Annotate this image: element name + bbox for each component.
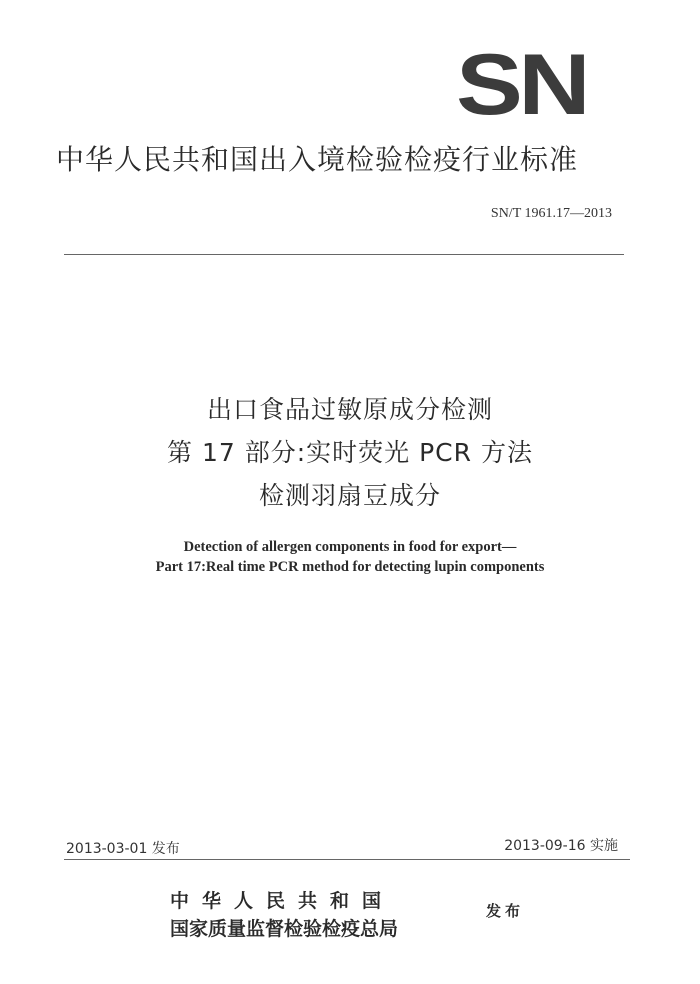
- bottom-divider: [64, 859, 630, 860]
- publisher-line-1: 中华人民共和国: [170, 890, 395, 912]
- chinese-title-line-3: 检测羽扇豆成分: [258, 481, 441, 510]
- issuing-agency-title: 中华人民共和国出入境检验检疫行业标准: [56, 143, 579, 176]
- english-title-line-1: Detection of allergen components in food for export—: [183, 539, 517, 555]
- chinese-title-line-2: 第 17 部分:实时荧光 PCR 方法: [167, 438, 533, 467]
- top-divider: [64, 254, 624, 255]
- sn-logo: [455, 48, 587, 118]
- chinese-title-line-1: 出口食品过敏原成分检测: [206, 395, 493, 424]
- publisher-block: [170, 886, 470, 941]
- implementation-date: 2013-09-16 实施: [504, 838, 618, 854]
- publisher-line-2: 国家质量监督检验检疫总局: [170, 918, 399, 940]
- english-title-line-2: Part 17:Real time PCR method for detecting lupin components: [155, 559, 545, 575]
- sn-logo-text: SN: [456, 48, 586, 118]
- publish-label: 发布: [486, 902, 525, 920]
- standard-code: SN/T 1961.17—2013: [490, 206, 612, 221]
- issue-date: 2013-03-01 发布: [66, 841, 180, 857]
